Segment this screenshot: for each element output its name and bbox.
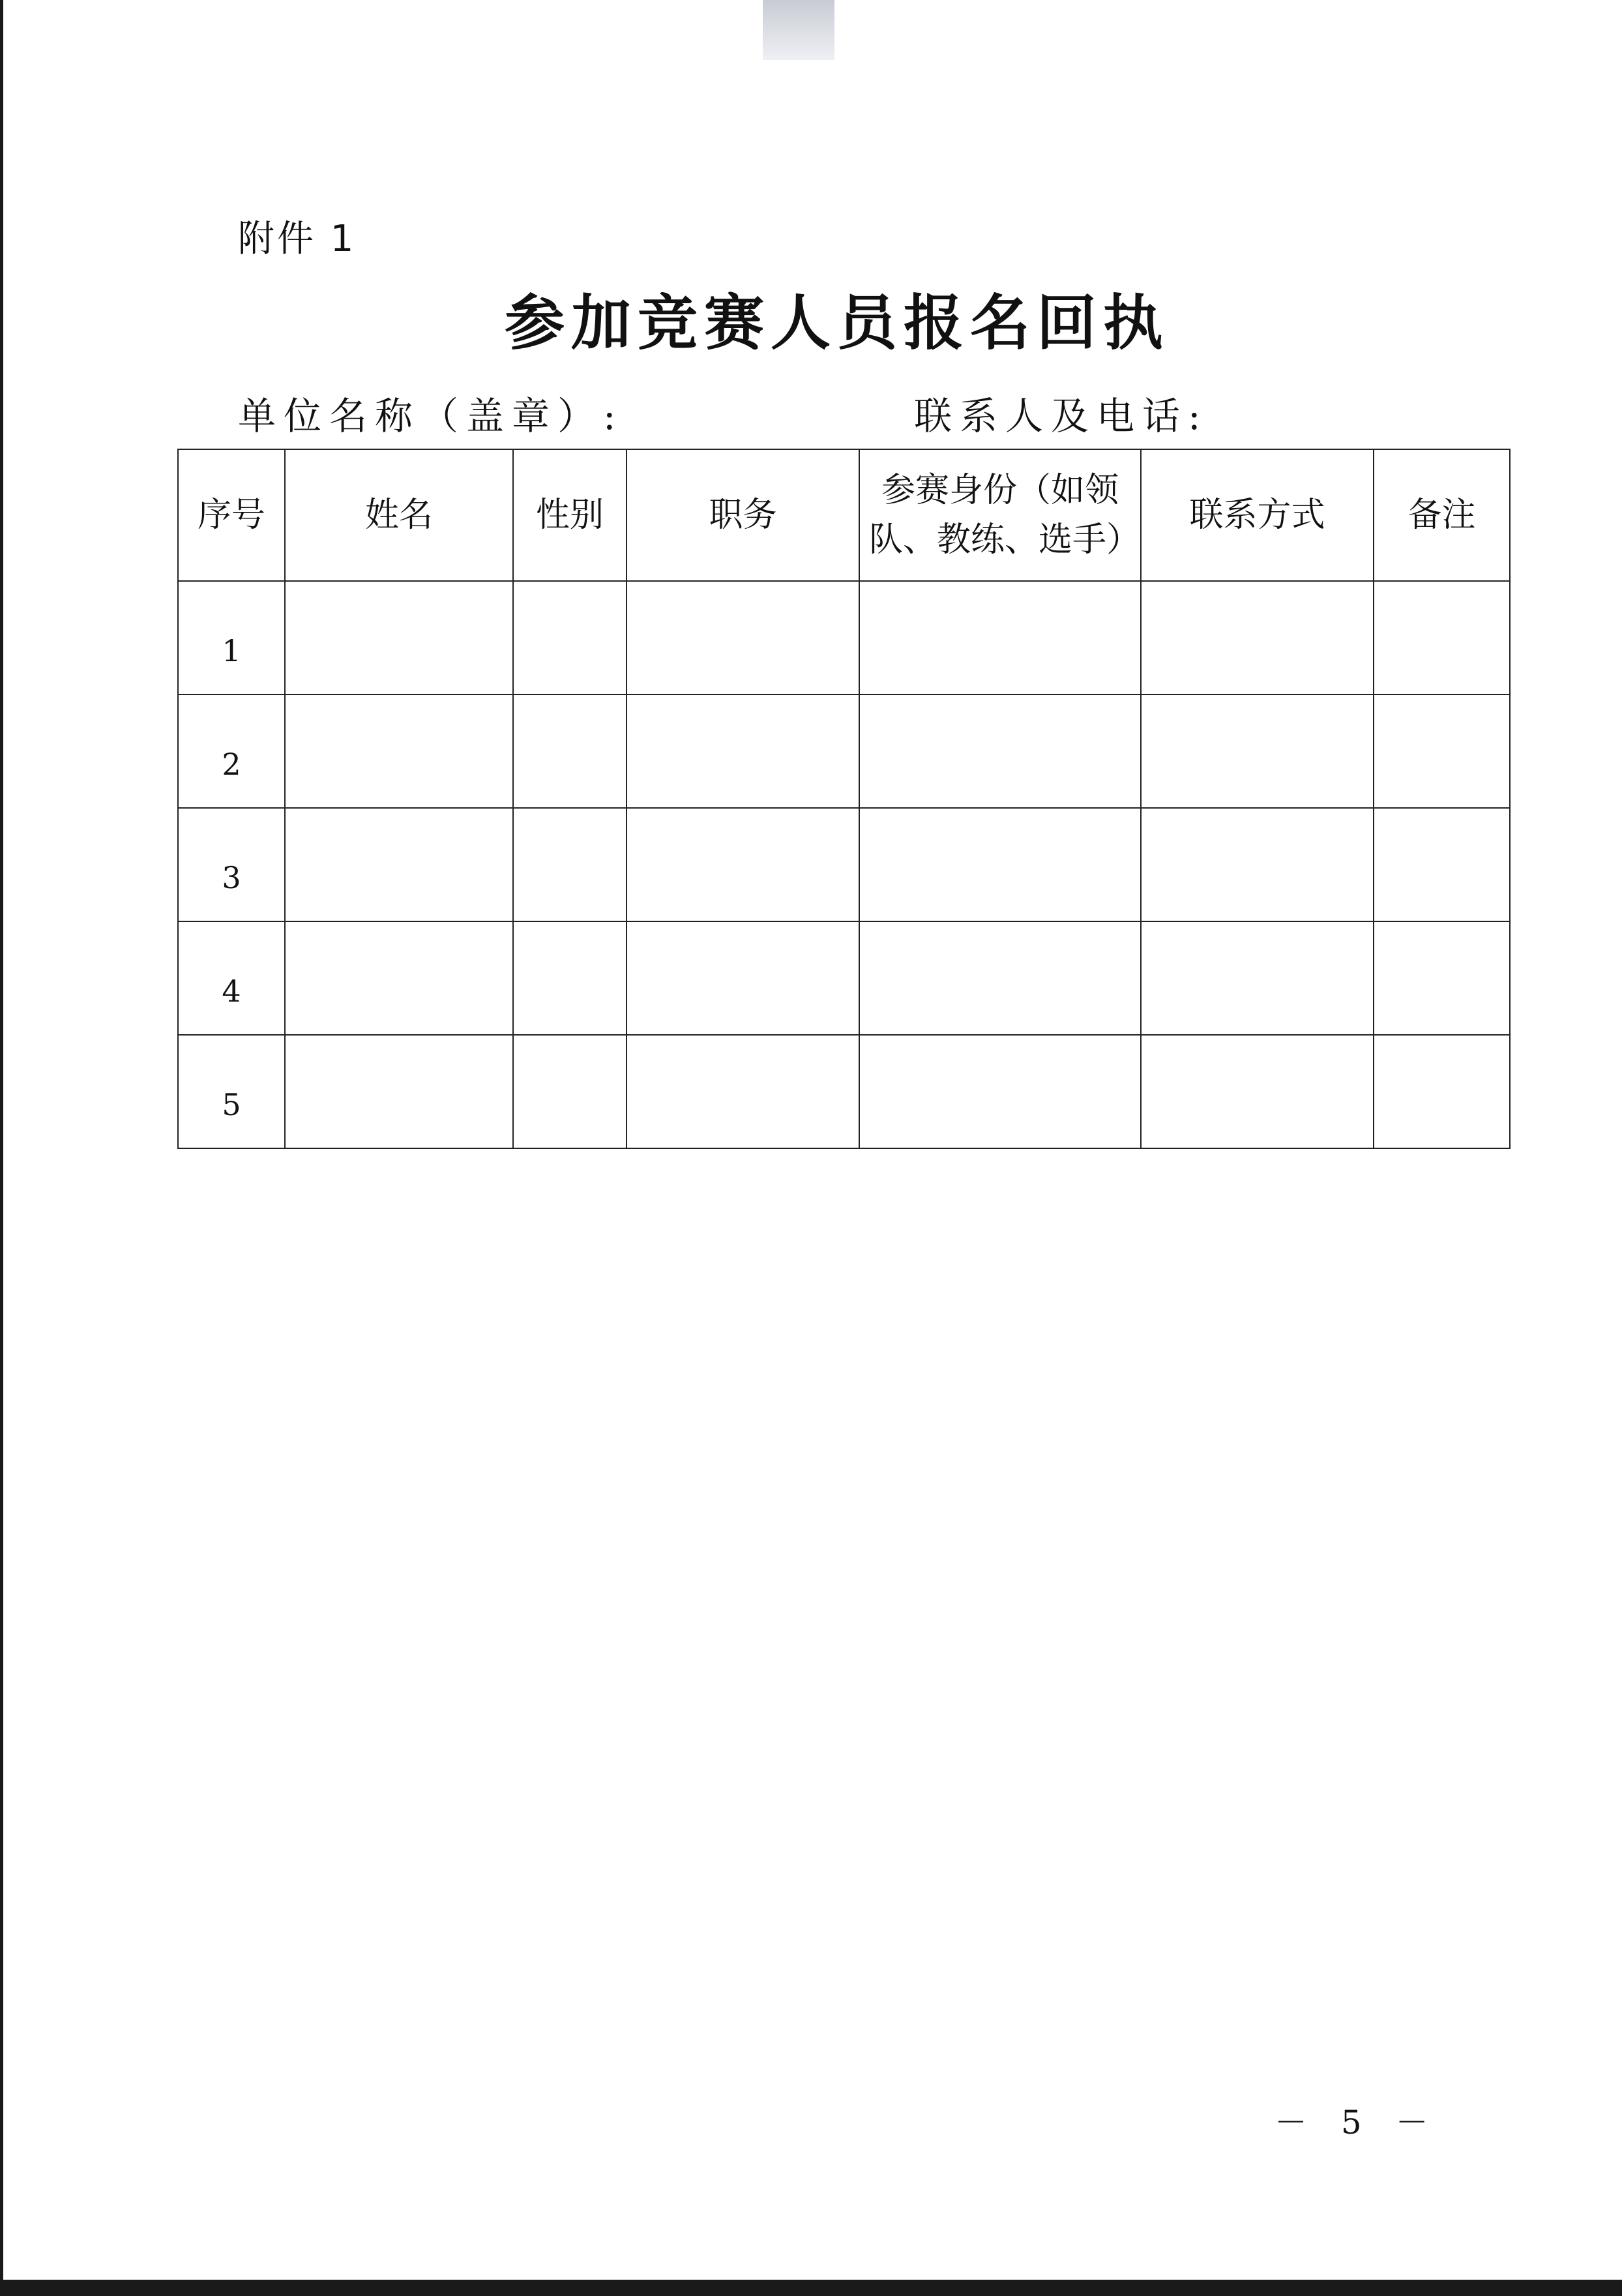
row-index: 5 <box>178 1035 285 1148</box>
remarks-cell <box>1374 808 1510 921</box>
column-header-position: 职务 <box>627 449 859 581</box>
role-cell <box>859 581 1141 694</box>
scan-edge-bottom <box>0 2280 1622 2296</box>
table-row <box>178 1035 1510 1148</box>
column-header-name: 姓名 <box>285 449 513 581</box>
column-header-index: 序号 <box>178 449 285 581</box>
column-header-remarks: 备注 <box>1374 449 1510 581</box>
role-cell <box>859 1035 1141 1148</box>
contact-cell <box>1141 808 1374 921</box>
table-header-row <box>178 449 1510 581</box>
row-index: 1 <box>178 581 285 694</box>
row-index: 3 <box>178 808 285 921</box>
name-cell <box>285 581 513 694</box>
page-number: － 5 － <box>1275 2104 1440 2141</box>
remarks-cell <box>1374 921 1510 1035</box>
column-header-contact: 联系方式 <box>1141 449 1374 581</box>
position-cell <box>627 581 859 694</box>
position-cell <box>627 921 859 1035</box>
gender-cell <box>513 921 627 1035</box>
registration-table <box>177 449 1511 1149</box>
table-row <box>178 921 1510 1035</box>
name-cell <box>285 694 513 808</box>
row-index: 2 <box>178 694 285 808</box>
table-row <box>178 581 1510 694</box>
position-cell <box>627 1035 859 1148</box>
gender-cell <box>513 694 627 808</box>
contact-cell <box>1141 921 1374 1035</box>
contact-cell <box>1141 694 1374 808</box>
contact-cell <box>1141 581 1374 694</box>
row-index: 4 <box>178 921 285 1035</box>
column-header-gender: 性别 <box>513 449 627 581</box>
contact-cell <box>1141 1035 1374 1148</box>
role-cell <box>859 921 1141 1035</box>
remarks-cell <box>1374 1035 1510 1148</box>
remarks-cell <box>1374 694 1510 808</box>
document-title: 参加竞赛人员报名回执 <box>504 288 1170 358</box>
gender-cell <box>513 581 627 694</box>
name-cell <box>285 808 513 921</box>
unit-name-label: 单位名称（盖章）: <box>238 394 624 438</box>
gender-cell <box>513 808 627 921</box>
gender-cell <box>513 1035 627 1148</box>
role-cell <box>859 808 1141 921</box>
table-row <box>178 808 1510 921</box>
role-cell <box>859 694 1141 808</box>
remarks-cell <box>1374 581 1510 694</box>
attachment-label: 附件 1 <box>238 218 357 260</box>
position-cell <box>627 694 859 808</box>
table-row <box>178 694 1510 808</box>
scan-mark <box>763 0 834 60</box>
contact-phone-label: 联系人及电话: <box>914 394 1209 438</box>
name-cell <box>285 921 513 1035</box>
column-header-role: 参赛身份（如领队、教练、选手） <box>859 449 1141 581</box>
name-cell <box>285 1035 513 1148</box>
position-cell <box>627 808 859 921</box>
